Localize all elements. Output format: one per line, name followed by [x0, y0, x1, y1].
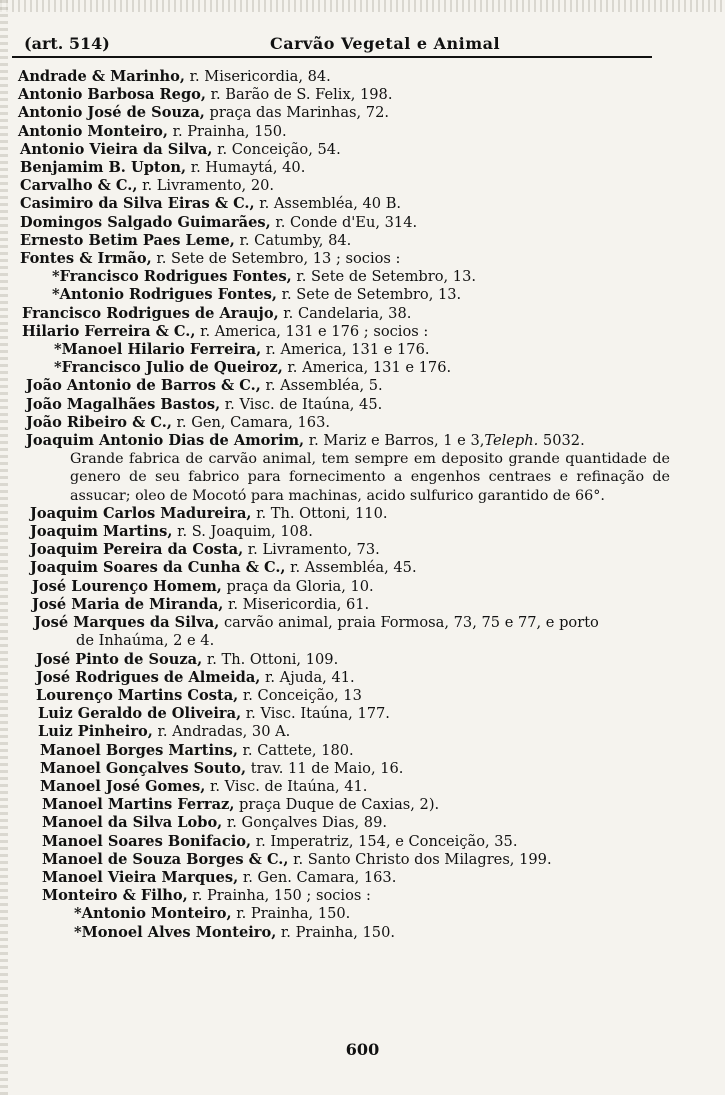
entry-address: r. Gen, Camara, 163.: [171, 413, 331, 431]
entry-address: praça Duque de Caxias, 2).: [234, 796, 440, 814]
entry-address: r. Sete de Setembro, 13 ; socios :: [151, 250, 401, 268]
directory-entry: [0, 195, 725, 213]
entry-address: r. Prainha, 150.: [231, 905, 351, 923]
directory-entry: [0, 68, 725, 86]
directory-entry: [0, 268, 725, 286]
entry-address: r. America, 131 e 176.: [261, 341, 430, 359]
directory-entry: [0, 377, 725, 395]
entry-name: Luiz Pinheiro,: [38, 723, 153, 741]
entry-italic: Teleph.: [484, 432, 539, 450]
entry-name: Manoel Borges Martins,: [40, 741, 238, 759]
entry-name: Monteiro & Filho,: [42, 887, 188, 905]
entry-address: r. Imperatriz, 154, e Conceição, 35.: [251, 832, 518, 850]
entry-name: José Rodrigues de Almeida,: [36, 668, 261, 686]
entry-name: Fontes & Irmão,: [20, 250, 152, 268]
entry-address: r. Conde d'Eu, 314.: [270, 213, 418, 231]
entry-name: José Marques da Silva,: [34, 614, 220, 632]
directory-entry: [0, 833, 725, 851]
entry-address: praça da Gloria, 10.: [221, 577, 374, 595]
directory-entries: [0, 68, 725, 942]
directory-entry: [0, 359, 725, 377]
directory-entry: [0, 286, 725, 304]
entry-name: Joaquim Carlos Madureira,: [30, 504, 252, 522]
entry-name: Carvalho & C.,: [20, 177, 138, 195]
article-number: (art. 514): [24, 34, 110, 53]
entry-address: r. America, 131 e 176.: [282, 359, 452, 377]
directory-entry: [0, 432, 725, 450]
entry-name: Benjamim B. Upton,: [20, 159, 187, 177]
entry-name: Antonio Vieira da Silva,: [20, 140, 213, 158]
directory-entry: [0, 159, 725, 177]
entry-address: r. Visc. Itaúna, 177.: [241, 705, 390, 723]
directory-entry: [0, 687, 725, 705]
directory-entry: [0, 760, 725, 778]
directory-entry: [0, 104, 725, 122]
entry-name: Manoel Soares Bonifacio,: [42, 832, 252, 850]
entry-name: Casimiro da Silva Eiras & C.,: [20, 195, 255, 213]
entry-name: Francisco Rodrigues de Araujo,: [22, 304, 279, 322]
directory-entry: [0, 323, 725, 341]
entry-name: Manoel da Silva Lobo,: [42, 814, 223, 832]
entry-address: r. Catumby, 84.: [234, 231, 352, 249]
directory-entry: [0, 742, 725, 760]
directory-entry: [0, 341, 725, 359]
entry-address: r. America, 131 e 176 ; socios :: [195, 322, 429, 340]
directory-entry: [0, 123, 725, 141]
entry-name: José Maria de Miranda,: [32, 595, 224, 613]
directory-entry: [0, 887, 725, 905]
entry-address: praça das Marinhas, 72.: [204, 104, 389, 122]
directory-entry: [0, 723, 725, 741]
entry-name: Joaquim Soares da Cunha & C.,: [30, 559, 286, 577]
entry-name: Hilario Ferreira & C.,: [22, 322, 196, 340]
directory-entry: [0, 523, 725, 541]
directory-entry: [0, 141, 725, 159]
entry-name: João Ribeiro & C.,: [26, 413, 172, 431]
entry-name: Antonio Barbosa Rego,: [18, 86, 206, 104]
entry-address: r. Sete de Setembro, 13.: [276, 286, 462, 304]
scan-edge-top: [0, 0, 725, 12]
entry-name: João Antonio de Barros & C.,: [26, 377, 261, 395]
entry-address: r. Gen. Camara, 163.: [238, 868, 397, 886]
directory-entry: [0, 250, 725, 268]
entry-name: *Antonio Monteiro,: [74, 905, 232, 923]
directory-entry: [0, 705, 725, 723]
directory-entry: [0, 505, 725, 523]
entry-address: r. Sete de Setembro, 13.: [291, 268, 477, 286]
entry-name: *Francisco Rodrigues Fontes,: [52, 268, 292, 286]
entry-name: Antonio José de Souza,: [18, 104, 205, 122]
entry-address: r. Prainha, 150.: [276, 923, 396, 941]
entry-name: Domingos Salgado Guimarães,: [20, 213, 271, 231]
entry-name: *Francisco Julio de Queiroz,: [54, 359, 283, 377]
entry-address: de Inhaúma, 2 e 4.: [76, 632, 215, 650]
directory-entry: [0, 177, 725, 195]
entry-address: r. Assembléa, 40 B.: [254, 195, 402, 213]
entry-address: trav. 11 de Maio, 16.: [246, 759, 404, 777]
entry-description: Grande fabrica de carvão animal, tem sempre em deposito grande quantidade de genero de seu fabrico para fornecimento a engenhos centraes e refinação de assucar; oleo de Mocotó para machinas, acido sulfurico garantido de 66°.: [70, 451, 670, 504]
entry-address: r. Cattete, 180.: [237, 741, 354, 759]
entry-name: Manoel Martins Ferraz,: [42, 796, 235, 814]
entry-address: r. Prainha, 150 ; socios :: [187, 887, 371, 905]
directory-entry: [0, 632, 725, 650]
directory-entry: [0, 414, 725, 432]
directory-entry: [0, 796, 725, 814]
directory-entry: [0, 396, 725, 414]
directory-entry: [0, 559, 725, 577]
entry-name: Luiz Geraldo de Oliveira,: [38, 705, 242, 723]
entry-address: r. Visc. de Itaúna, 41.: [205, 777, 368, 795]
entry-address: r. Th. Ottoni, 109.: [202, 650, 339, 668]
directory-entry: [0, 851, 725, 869]
directory-entry: [0, 869, 725, 887]
entry-name: Lourenço Martins Costa,: [36, 686, 239, 704]
entry-address: r. Misericordia, 61.: [223, 595, 370, 613]
entry-name: José Lourenço Homem,: [32, 577, 222, 595]
entry-address: r. Mariz e Barros, 1 e 3,: [304, 432, 485, 450]
section-title: Carvão Vegetal e Animal: [270, 34, 501, 53]
page-number: 600: [345, 1040, 380, 1059]
entry-name: Manoel Gonçalves Souto,: [40, 759, 247, 777]
directory-entry: [0, 305, 725, 323]
directory-entry: [0, 669, 725, 687]
entry-address: r. Assembléa, 45.: [285, 559, 417, 577]
directory-entry: [0, 541, 725, 559]
entry-address: r. S. Joaquim, 108.: [172, 523, 313, 541]
entry-name: Joaquim Martins,: [30, 523, 173, 541]
entry-address: r. Visc. de Itaúna, 45.: [220, 395, 383, 413]
entry-address: r. Th. Ottoni, 110.: [251, 504, 388, 522]
entry-name: Manoel José Gomes,: [40, 777, 206, 795]
entry-name: Antonio Monteiro,: [18, 122, 168, 140]
entry-address: r. Ajuda, 41.: [260, 668, 355, 686]
entry-address: r. Conceição, 13: [238, 686, 362, 704]
entry-name: *Monoel Alves Monteiro,: [74, 923, 277, 941]
entry-phone: 5032.: [538, 432, 585, 450]
entry-address: r. Assembléa, 5.: [260, 377, 383, 395]
entry-name: Andrade & Marinho,: [18, 68, 185, 85]
entry-name: José Pinto de Souza,: [36, 650, 203, 668]
entry-name: Joaquim Pereira da Costa,: [30, 541, 244, 559]
directory-entry: [0, 596, 725, 614]
directory-entry: [0, 232, 725, 250]
entry-address: r. Prainha, 150.: [167, 122, 287, 140]
entry-name: Joaquim Antonio Dias de Amorim,: [26, 432, 305, 450]
directory-entry: [0, 924, 725, 942]
entry-address: r. Misericordia, 84.: [185, 68, 331, 85]
directory-entry: [0, 214, 725, 232]
directory-entry: [0, 905, 725, 923]
directory-entry: [0, 814, 725, 832]
page-header: [12, 34, 652, 58]
directory-entry: [0, 86, 725, 104]
entry-address: r. Gonçalves Dias, 89.: [222, 814, 387, 832]
entry-address: r. Candelaria, 38.: [278, 304, 412, 322]
directory-entry: [0, 778, 725, 796]
entry-address: r. Livramento, 20.: [137, 177, 275, 195]
entry-name: *Manoel Hilario Ferreira,: [54, 341, 262, 359]
directory-entry: [0, 614, 725, 632]
entry-address: r. Humaytá, 40.: [186, 159, 306, 177]
directory-entry: [0, 578, 725, 596]
entry-name: *Antonio Rodrigues Fontes,: [52, 286, 277, 304]
entry-address: r. Barão de S. Felix, 198.: [205, 86, 393, 104]
entry-name: Manoel Vieira Marques,: [42, 868, 239, 886]
entry-address: carvão animal, praia Formosa, 73, 75 e 77, e porto: [219, 614, 599, 632]
entry-address: r. Livramento, 73.: [243, 541, 380, 559]
directory-entry: [0, 651, 725, 669]
entry-name: Ernesto Betim Paes Leme,: [20, 231, 235, 249]
entry-name: João Magalhães Bastos,: [26, 395, 221, 413]
entry-address: r. Santo Christo dos Milagres, 199.: [288, 850, 552, 868]
entry-name: Manoel de Souza Borges & C.,: [42, 850, 289, 868]
entry-address: r. Conceição, 54.: [212, 140, 341, 158]
entry-address: r. Andradas, 30 A.: [152, 723, 291, 741]
